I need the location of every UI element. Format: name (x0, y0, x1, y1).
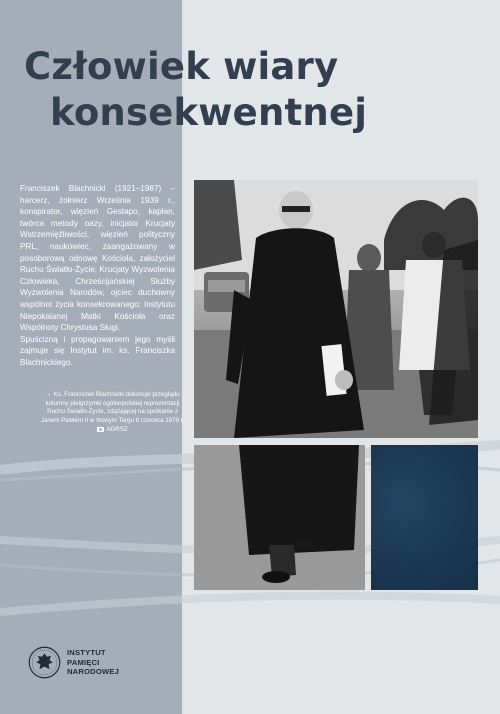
photo-credit (97, 426, 127, 435)
biography-text (20, 183, 175, 369)
main-photo-scene (194, 180, 478, 438)
title-line-1: Człowiek wiary (24, 45, 339, 88)
bottom-photo-scene (194, 445, 365, 590)
dark-texture-panel (371, 445, 478, 590)
page-title (24, 44, 367, 136)
ipn-logo (28, 646, 119, 679)
caption-arrow-icon: → (45, 391, 52, 398)
bottom-photo (194, 445, 365, 590)
biography-paragraph-2: Spuścizną i propagowaniem jego myśli zajmuje się Instytut im. ks. Franciszka Blachnickiego. (20, 334, 175, 367)
photo-credit-text: AGRSZ (106, 426, 128, 434)
logo-line-1: INSTYTUT (67, 648, 106, 658)
photo-caption (40, 391, 185, 435)
logo-line-2: PAMIĘCI (67, 657, 100, 667)
camera-icon (97, 427, 104, 432)
eagle-emblem-icon (28, 646, 61, 679)
caption-text: Ks. Franciszek Blachnicki dokonuje przeglądu kolumny pielgrzymki ogólnopolskiej reprezentacji Ruchu Światło-Życie, zdążającej na spotkanie z Janem Pawłem II w Nowym Targu 8 czerwca 1979 r. (40, 391, 185, 424)
biography-paragraph-1: Franciszek Blachnicki (1921–1987) – harcerz, żołnierz Września 1939 r., konspirator, więzień Gestapo, kapłan, twórca metody oazy, inicjator Krucjaty Wstrzemięźliwości, więzień polityczny PRL, naukowiec, zaangażowany w posoborową odnowę Kościoła, założyciel Ruchu Światło-Życie, Krucjaty Wyzwolenia Człowieka, Chrześcijańskiej Służby Wyzwolenia Narodów, ojciec duchowny wspólnot życia konsekrowanego: Instytutu Niepokalanej Matki Kościoła oraz Wspólnoty Chrystusa Sługi. (20, 184, 175, 333)
logo-line-3: NARODOWEJ (67, 667, 120, 677)
title-line-2: konsekwentnej (50, 91, 368, 134)
main-photo (194, 180, 478, 438)
logo-text (67, 648, 119, 676)
